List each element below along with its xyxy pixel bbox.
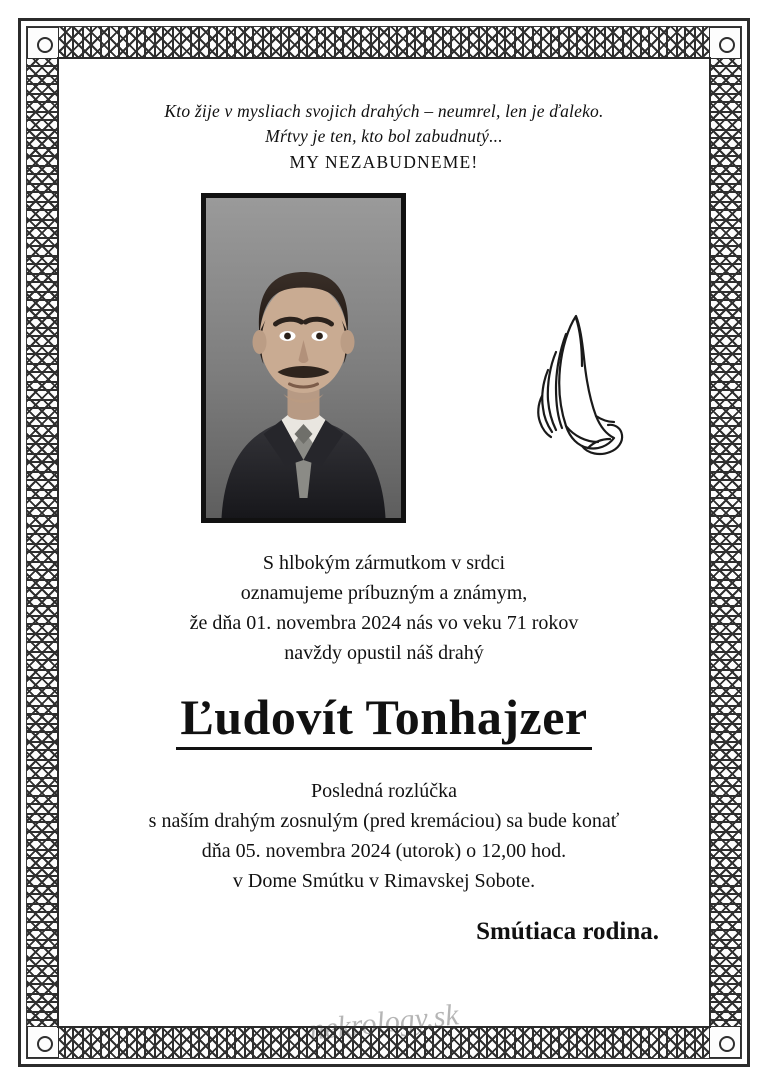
decorative-frame-outer: [18, 18, 750, 1067]
frame-corner-bottom-left: [27, 1026, 59, 1058]
portrait-photo: [201, 193, 406, 523]
verse-line-3: MY NEZABUDNEME!: [289, 151, 479, 172]
frame-corner-top-right: [709, 27, 741, 59]
frame-corner-bottom-right: [709, 1026, 741, 1058]
frame-band-left: [27, 51, 57, 1034]
signature-line: Smútiaca rodina.: [476, 918, 659, 946]
frame-band-bottom: [51, 1028, 717, 1058]
memorial-verse: [81, 99, 687, 175]
farewell-line-4: v Dome Smútku v Rimavskej Sobote.: [232, 870, 536, 893]
verse-line-1: Kto žije v mysliach svojich drahých – neumrel, len je ďaleko.: [164, 101, 604, 121]
announcement-line-1: S hlbokým zármutkom v srdci: [262, 552, 506, 575]
frame-band-right: [711, 51, 741, 1034]
farewell-line-1: Posledná rozlúčka: [310, 780, 458, 803]
announcement-line-2: oznamujeme príbuzným a známym,: [240, 582, 528, 605]
announcement-line-4: navždy opustil náš drahý: [284, 642, 484, 665]
verse-line-2: Mŕtvy je ten, kto bol zabudnutý...: [265, 126, 503, 147]
announcement-line-3: že dňa 01. novembra 2024 nás vo veku 71 rokov: [189, 612, 579, 635]
farewell-line-3: dňa 05. novembra 2024 (utorok) o 12,00 hod.: [201, 840, 567, 863]
frame-corner-top-left: [27, 27, 59, 59]
deceased-name: Ľudovít Tonhajzer: [176, 690, 591, 750]
farewell-line-2: s naším drahým zosnulým (pred kremáciou) sa bude konať: [148, 810, 620, 833]
obituary-content: [81, 79, 687, 1047]
photo-and-icon-row: [81, 193, 687, 538]
announcement-text: [81, 548, 687, 668]
farewell-details: [81, 776, 687, 896]
frame-band-top: [51, 27, 717, 57]
deceased-name-wrapper: [81, 668, 687, 750]
watermark: nekrology.sk: [307, 998, 461, 1047]
praying-hands-icon: [522, 308, 632, 458]
